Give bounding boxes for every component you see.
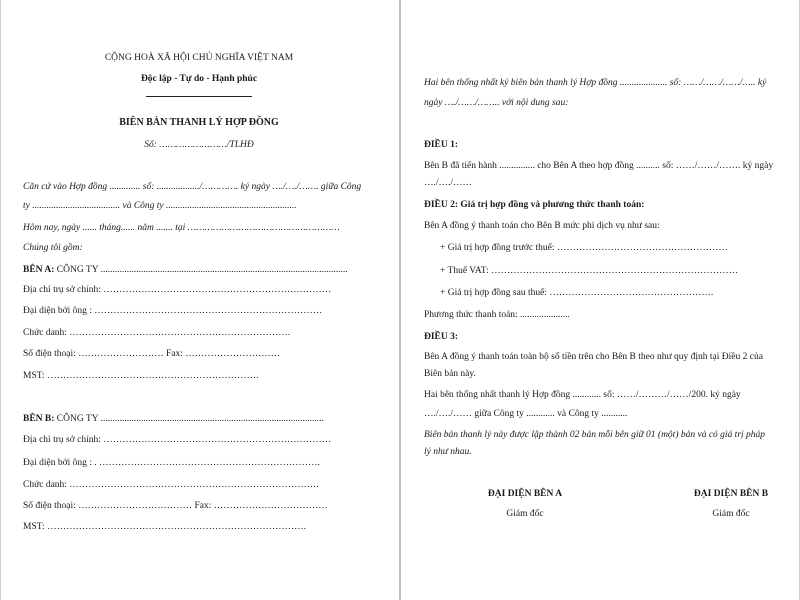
article-3-line-6: lý như nhau. bbox=[424, 447, 472, 457]
article-2-item-1: + Giá trị hợp đồng trước thuế: ……………………………………………… bbox=[440, 243, 728, 253]
article-2-method: Phương thức thanh toán: ..................... bbox=[424, 310, 570, 320]
right-page bbox=[402, 0, 800, 600]
party-b-company: CÔNG TY .............................................................................................. bbox=[54, 414, 324, 424]
article-2-item-3: + Giá trị hợp đồng sau thuế: ……………………………………………. bbox=[440, 288, 714, 298]
party-b-heading bbox=[23, 413, 324, 425]
article-1-heading: ĐIỀU 1: bbox=[424, 140, 459, 150]
article-2-item-2: + Thuế VAT: …………………………………………………………………… bbox=[440, 266, 739, 276]
party-a-heading bbox=[23, 264, 348, 276]
article-2-heading: ĐIỀU 2: Giá trị hợp đồng và phương thức thanh toán: bbox=[424, 200, 645, 210]
document-title: BIÊN BẢN THANH LÝ HỢP ĐỒNG bbox=[119, 117, 279, 128]
signature-a-role: Giám đốc bbox=[506, 509, 544, 519]
party-b-tax: MST: ………………………………………………………………………. bbox=[23, 522, 306, 532]
page-divider bbox=[399, 0, 401, 600]
signature-b-title: ĐẠI DIỆN BÊN B bbox=[693, 489, 769, 499]
right-intro-line-2: ngày …./……/…….. với nội dung sau: bbox=[424, 98, 569, 108]
article-3-line-2: Biên bản này. bbox=[424, 369, 476, 379]
page-edge-left bbox=[0, 0, 1, 600]
article-3-line-4: …./…./…… giữa Công ty ............ và Công ty ........... bbox=[424, 409, 628, 419]
intro-line-1: Căn cứ vào Hợp đồng ............. số: ................../…………. ký ngày …./…./……. giữa Công bbox=[23, 182, 362, 192]
right-intro-line-1: Hai bên thống nhất ký biên bản thanh lý Hợp đồng .................... số: ……/……/……/….. ký bbox=[424, 78, 767, 88]
intro-line-4: Chúng tôi gồm: bbox=[23, 243, 83, 253]
party-a-company: CÔNG TY ........................................................................................................ bbox=[54, 265, 348, 275]
country-header: CỘNG HOÀ XÃ HỘI CHỦ NGHĨA VIỆT NAM bbox=[104, 53, 294, 63]
party-b-address: Địa chỉ trụ sở chính: ……………………………………………………………… bbox=[23, 435, 332, 445]
intro-line-2: ty ..................................... và Công ty ....................................................... bbox=[23, 201, 297, 211]
party-a-label: BÊN A: bbox=[23, 265, 55, 275]
party-a-represented: Đại diện bởi ông : ……………………………………………………………… bbox=[23, 306, 323, 316]
intro-line-3: Hôm nay, ngày ...... tháng...... năm ....... tại ……………………………………………… bbox=[23, 223, 340, 233]
article-3-line-3: Hai bên thống nhất thanh lý Hợp đồng ............ số: ……/………/……/200. ký ngày bbox=[424, 390, 741, 400]
header-underline bbox=[146, 96, 252, 97]
article-3-line-5: Biên bản thanh lý này được lập thành 02 bản mỗi bên giữ 01 (một) bản và có giá trị pháp bbox=[424, 430, 766, 440]
article-2-line-1: Bên A đồng ý thanh toán cho Bên B mức phí dịch vụ như sau: bbox=[424, 221, 660, 231]
document-number: Số: ……………………/TLHĐ bbox=[144, 140, 254, 150]
party-a-phone: Số điện thoại: ……………………… Fax: ………………………… bbox=[23, 349, 281, 359]
signature-a-title: ĐẠI DIỆN BÊN A bbox=[487, 489, 563, 499]
signature-b-role: Giám đốc bbox=[712, 509, 750, 519]
article-3-heading: ĐIỀU 3: bbox=[424, 332, 459, 342]
party-a-position: Chức danh: ……………………………………………………………. bbox=[23, 328, 291, 338]
party-b-represented: Đại diện bởi ông : . ……………………………………………………………. bbox=[23, 458, 320, 468]
party-a-address: Địa chỉ trụ sở chính: ……………………………………………………………… bbox=[23, 285, 332, 295]
article-1-line-2: …./…./…… bbox=[424, 178, 473, 188]
party-b-position: Chức danh: ……………………………………………………………………. bbox=[23, 480, 319, 490]
left-page bbox=[0, 0, 398, 600]
party-a-tax: MST: …………………………………………………………. bbox=[23, 371, 259, 381]
party-b-phone: Số điện thoại: ……………………………… Fax: ……………………………… bbox=[23, 501, 328, 511]
motto: Độc lập - Tự do - Hạnh phúc bbox=[140, 74, 258, 84]
party-b-label: BÊN B: bbox=[23, 414, 55, 424]
article-3-line-1: Bên A đồng ý thanh toán toàn bộ số tiền trên cho Bên B theo như quy định tại Điều 2 của bbox=[424, 352, 763, 362]
article-1-line-1: Bên B đã tiến hành ............... cho Bên A theo hợp đồng .......... số: ……/……/……. ký ngày bbox=[424, 161, 774, 171]
